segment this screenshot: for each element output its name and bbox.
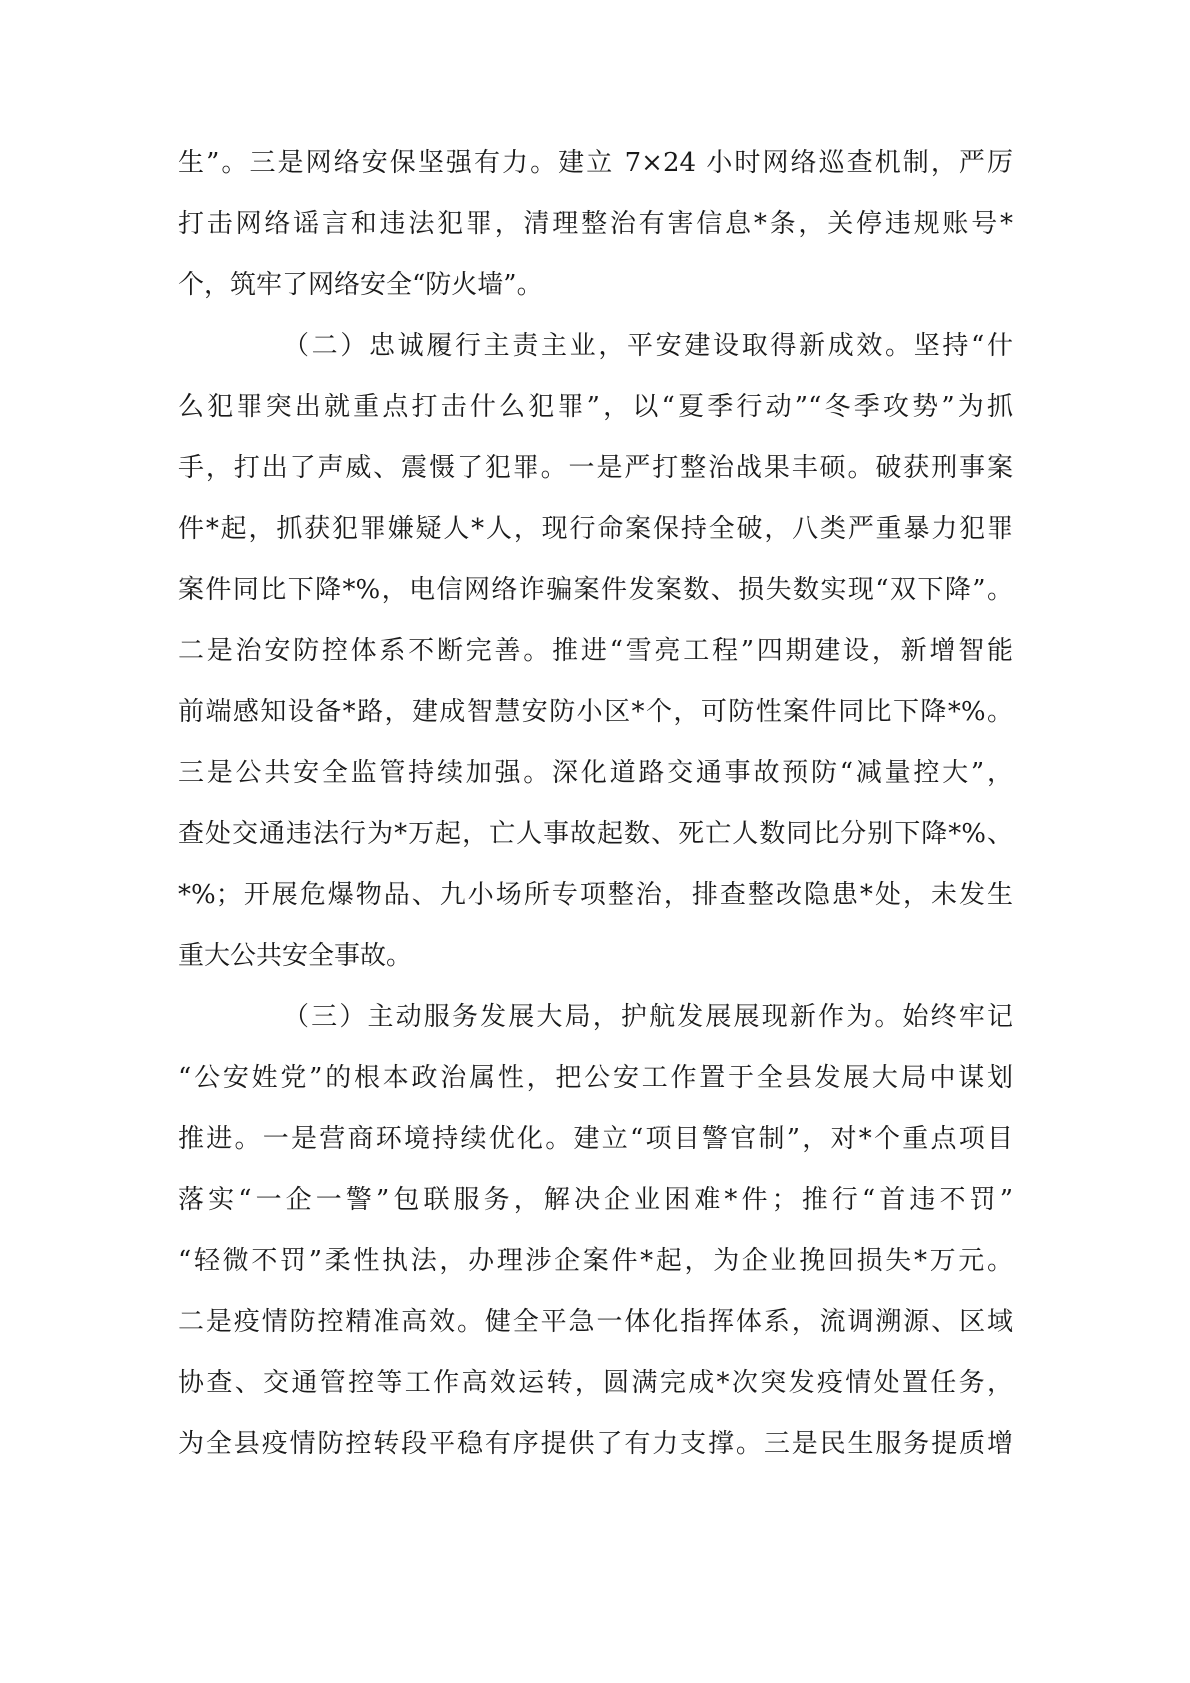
text-line: 三是公共安全监管持续加强。深化道路交通事故预防“减量控大”， — [178, 758, 1013, 788]
text-line: 前端感知设备*路，建成智慧安防小区*个，可防性案件同比下降*%。 — [178, 697, 1013, 727]
text-line: 为全县疫情防控转段平稳有序提供了有力支撑。三是民生服务提质增 — [178, 1429, 1013, 1459]
text-line: *%；开展危爆物品、九小场所专项整治，排查整改隐患*处，未发生 — [178, 880, 1013, 910]
section-heading-line: （三）主动服务发展大局，护航发展展现新作为。始终牢记 — [283, 1002, 1013, 1032]
text-line: 打击网络谣言和违法犯罪，清理整治有害信息*条，关停违规账号* — [178, 209, 1013, 239]
text-line: “轻微不罚”柔性执法，办理涉企案件*起，为企业挽回损失*万元。 — [178, 1246, 1013, 1276]
text-line: 协查、交通管控等工作高效运转，圆满完成*次突发疫情处置任务， — [178, 1368, 1013, 1398]
section-heading-line: （二）忠诚履行主责主业，平安建设取得新成效。坚持“什 — [283, 331, 1013, 361]
text-line: 手，打出了声威、震慑了犯罪。一是严打整治战果丰硕。破获刑事案 — [178, 453, 1013, 483]
text-line: “公安姓党”的根本政治属性，把公安工作置于全县发展大局中谋划 — [178, 1063, 1013, 1093]
text-line: 案件同比下降*%，电信网络诈骗案件发案数、损失数实现“双下降”。 — [178, 575, 1013, 605]
text-line: 二是治安防控体系不断完善。推进“雪亮工程”四期建设，新增智能 — [178, 636, 1013, 666]
text-line: 生”。三是网络安保坚强有力。建立 7×24 小时网络巡查机制，严厉 — [178, 148, 1013, 178]
text-line: 件*起，抓获犯罪嫌疑人*人，现行命案保持全破，八类严重暴力犯罪 — [178, 514, 1013, 544]
text-line: 二是疫情防控精准高效。健全平急一体化指挥体系，流调溯源、区域 — [178, 1307, 1013, 1337]
text-line: 重大公共安全事故。 — [178, 941, 413, 971]
text-line: 落实“一企一警”包联服务，解决企业困难*件；推行“首违不罚” — [178, 1185, 1013, 1215]
text-line: 推进。一是营商环境持续优化。建立“项目警官制”，对*个重点项目 — [178, 1124, 1013, 1154]
text-line: 么犯罪突出就重点打击什么犯罪”，以“夏季行动”“冬季攻势”为抓 — [178, 392, 1013, 422]
text-line: 查处交通违法行为*万起，亡人事故起数、死亡人数同比分别下降*%、 — [178, 819, 1013, 849]
text-line: 个，筑牢了网络安全“防火墙”。 — [178, 270, 543, 300]
